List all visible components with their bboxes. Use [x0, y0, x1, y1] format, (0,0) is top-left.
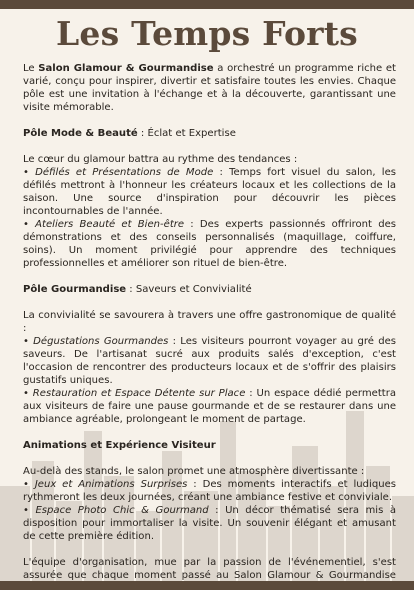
bullet: • — [23, 505, 36, 516]
item-title: Espace Photo Chic & Gourmand — [35, 505, 209, 516]
section-heading-mode — [23, 127, 396, 140]
gourmandise-lead: La convivialité se savourera à travers une offre gastronomique de qualité : — [23, 310, 396, 334]
item-text: : Un décor thématisé sera mis à disposition pour immortaliser la visite. Un souvenir élégant et amusant de cette première édition. — [23, 505, 396, 542]
section-heading-gourmandise — [23, 283, 396, 296]
section-subtitle-mode: : Éclat et Expertise — [137, 128, 236, 139]
item-title: Ateliers Beauté et Bien-être — [35, 219, 185, 230]
bullet: • — [23, 336, 34, 347]
item-text: : Des experts passionnés offriront des démonstrations et des conseils personnalisés (maquillage, coiffure, soins). Un moment privilégié pour apprendre des techniques professionnelles et améliorer son rituel de bien-être. — [23, 219, 396, 269]
bottom-border — [0, 581, 414, 590]
page-title: Les Temps Forts — [56, 14, 358, 53]
top-border — [0, 0, 414, 9]
item-title: Défilés et Présentations de Mode — [35, 167, 214, 178]
intro-text: a orchestré un programme riche et varié, conçu pour inspirer, divertir et satisfaire toutes les envies. Chaque pôle est une invitation à l'échange et à la découverte, garantissant une visite mémorable. — [23, 63, 396, 113]
item-title: Restauration et Espace Détente sur Place — [32, 388, 246, 399]
closing-paragraph: L'équipe d'organisation, mue par la passion de l'événementiel, s'est assurée que chaque moment passé au Salon Glamour & Gourmandise — [23, 557, 396, 581]
item-text: : Un espace dédié permettra aux visiteurs de faire une pause gourmande et de se restaurer dans une ambiance agréable, prolongeant le moment de partage. — [23, 388, 396, 425]
animations-lead: Au-delà des stands, le salon promet une atmosphère divertissante : — [23, 466, 365, 477]
intro-salon-name: Salon Glamour & Gourmandise — [38, 63, 214, 74]
bullet: • — [23, 388, 33, 399]
intro-paragraph — [23, 62, 396, 114]
section-subtitle-gourmandise: : Saveurs et Convivialité — [126, 284, 252, 295]
bullet: • — [23, 219, 36, 230]
item-title: Jeux et Animations Surprises — [34, 479, 188, 490]
list-item-gourmandise-1 — [23, 335, 396, 387]
bullet: • — [23, 167, 36, 178]
intro-prefix: Le — [23, 63, 39, 74]
list-item-mode-2 — [23, 218, 396, 270]
list-item-gourmandise-2 — [23, 387, 396, 426]
section-title-mode: Pôle Mode & Beauté — [23, 128, 138, 139]
section-title-gourmandise: Pôle Gourmandise — [23, 284, 127, 295]
item-text: : Des moments interactifs et ludiques rythmeront les deux journées, créant une ambiance festive et conviviale. — [23, 479, 396, 503]
list-item-mode-1 — [23, 166, 396, 218]
mode-lead: Le cœur du glamour battra au rythme des tendances : — [23, 154, 298, 165]
section-title-animations: Animations et Expérience Visiteur — [23, 440, 216, 451]
bullet: • — [23, 479, 35, 490]
item-text: : Les visiteurs pourront voyager au gré des saveurs. De l'artisanat sucré aux produits salés d'exception, c'est l'occasion de rencontrer des producteurs locaux et de s'offrir des plaisirs gustatifs uniques. — [23, 336, 397, 386]
item-title: Dégustations Gourmandes — [33, 336, 169, 347]
item-text: : Temps fort visuel du salon, les défilés mettront à l'honneur les créateurs locaux et les collections de la saison. Une source d'inspiration pour découvrir les pièces incontournables de l'année. — [23, 167, 396, 217]
document-body — [23, 62, 396, 590]
list-item-animations-1 — [23, 478, 396, 504]
list-item-animations-2 — [23, 504, 396, 543]
